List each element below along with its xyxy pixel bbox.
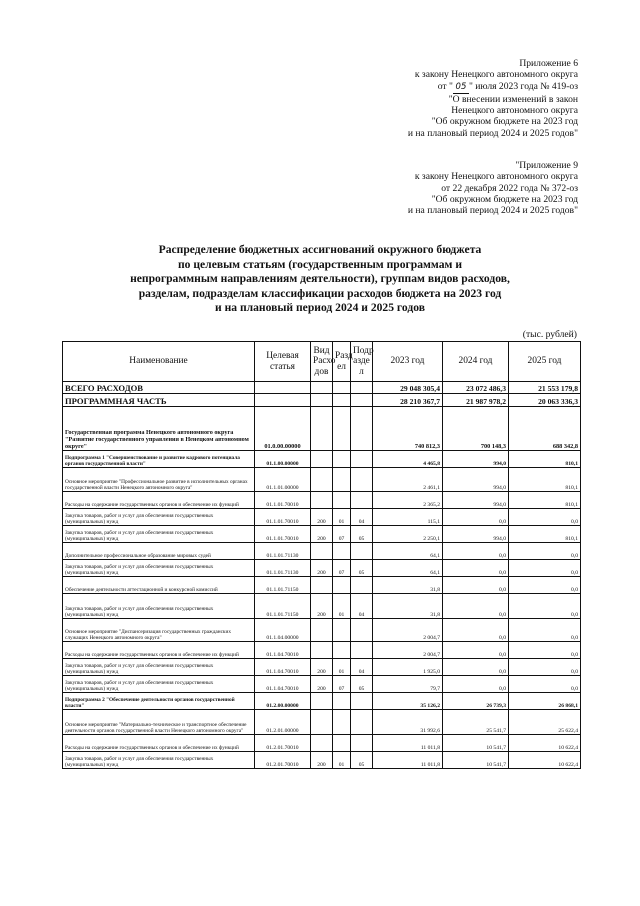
cell-target: 01.1.01.00000: [255, 468, 311, 492]
cell-podr: [351, 710, 373, 735]
cell-2025: 0,0: [509, 676, 581, 693]
cell-razd: [333, 451, 351, 468]
cell-2025: 10 622,4: [509, 735, 581, 752]
cell-razd: [333, 710, 351, 735]
cell-vid: [311, 619, 333, 642]
cell-podr: [351, 394, 373, 407]
cell-razd: [333, 735, 351, 752]
header-vid-line: Вид: [313, 345, 330, 356]
cell-2023: 2 004,7: [373, 642, 443, 659]
cell-2024: 0,0: [443, 560, 509, 577]
table-row: [63, 619, 581, 642]
header-razd-line: ел: [337, 361, 346, 372]
cell-target: 01.1.01.70010: [255, 509, 311, 526]
cell-2025: 0,0: [509, 509, 581, 526]
cell-vid: 200: [311, 752, 333, 769]
cell-name: Обеспечение деятельности аттестационной и конкурсной комиссий: [63, 577, 255, 594]
table-row: [63, 394, 581, 407]
cell-name: Подпрограмма 1 "Совершенствование и развитие кадрового потенциала органов государственной власти": [63, 451, 255, 468]
title-line: непрограммным направлениям деятельности), группам видов расходов,: [130, 272, 510, 285]
cell-2024: 26 739,3: [443, 693, 509, 710]
header-vid-line: дов: [314, 366, 329, 377]
cell-podr: 04: [351, 594, 373, 619]
cell-2024: 0,0: [443, 594, 509, 619]
cell-vid: [311, 577, 333, 594]
appendix-6-line: "О внесении изменений в закон: [448, 93, 578, 105]
table-row: [63, 642, 581, 659]
table-row: [63, 492, 581, 509]
cell-podr: [351, 407, 373, 451]
cell-2024: 994,0: [443, 492, 509, 509]
cell-name: ВСЕГО РАСХОДОВ: [63, 382, 255, 394]
cell-podr: [351, 642, 373, 659]
cell-name: Подпрограмма 2 "Обеспечение деятельности органов государственной власти": [63, 693, 255, 710]
appendix-9-line: "Об окружном бюджете на 2023 год: [431, 193, 578, 205]
table-row: [63, 676, 581, 693]
cell-2024: 25 541,7: [443, 710, 509, 735]
cell-razd: [333, 394, 351, 407]
cell-razd: [333, 492, 351, 509]
cell-2024: 700 148,3: [443, 407, 509, 451]
cell-2024: 0,0: [443, 642, 509, 659]
title-line: Распределение бюджетных ассигнований окружного бюджета: [158, 243, 482, 256]
cell-razd: [333, 543, 351, 560]
cell-2025: 810,1: [509, 468, 581, 492]
cell-2023: 64,1: [373, 560, 443, 577]
appendix-6-line: Ненецкого автономного округа: [451, 105, 578, 117]
table-row: [63, 659, 581, 676]
cell-target: 01.1.01.71130: [255, 560, 311, 577]
cell-2023: 79,7: [373, 676, 443, 693]
cell-vid: [311, 382, 333, 394]
header-2023: 2023 год: [373, 342, 443, 382]
cell-target: 01.2.01.70010: [255, 752, 311, 769]
header-2025: 2025 год: [509, 342, 581, 382]
header-podr-line: л: [359, 366, 364, 377]
cell-2024: 0,0: [443, 619, 509, 642]
cell-target: 01.2.01.00000: [255, 710, 311, 735]
table-row: [63, 451, 581, 468]
cell-vid: [311, 543, 333, 560]
cell-name: Расходы на содержание государственных органов и обеспечение их функций: [63, 492, 255, 509]
cell-vid: [311, 468, 333, 492]
cell-2025: 0,0: [509, 560, 581, 577]
cell-2023: 2 461,1: [373, 468, 443, 492]
units-label: (тыс. рублей): [522, 329, 577, 340]
appendix-9-line: от 22 декабря 2022 года № 372-оз: [441, 182, 578, 194]
cell-2025: 0,0: [509, 659, 581, 676]
cell-vid: [311, 642, 333, 659]
cell-razd: 01: [333, 509, 351, 526]
table-row: [63, 752, 581, 769]
cell-2025: 0,0: [509, 577, 581, 594]
header-razd-line: Разд: [335, 351, 353, 361]
cell-podr: [351, 468, 373, 492]
cell-name: Государственная программа Ненецкого автономного округа "Развитие государственного управления в Ненецком автономном округе": [63, 407, 255, 451]
cell-podr: [351, 543, 373, 560]
cell-razd: [333, 577, 351, 594]
cell-2024: 10 541,7: [443, 735, 509, 752]
cell-target: 01.2.00.00000: [255, 693, 311, 710]
table-row: [63, 509, 581, 526]
cell-vid: [311, 693, 333, 710]
budget-table: [62, 341, 581, 769]
cell-2023: 11 011,8: [373, 735, 443, 752]
title-line: и на плановый период 2024 и 2025 годов: [214, 301, 426, 314]
cell-2025: 0,0: [509, 619, 581, 642]
table-row: [63, 468, 581, 492]
cell-2024: 0,0: [443, 577, 509, 594]
cell-vid: 200: [311, 594, 333, 619]
cell-2025: 0,0: [509, 642, 581, 659]
cell-2024: 0,0: [443, 659, 509, 676]
cell-razd: [333, 693, 351, 710]
appendix-9-line: к закону Ненецкого автономного округа: [414, 171, 578, 183]
cell-podr: [351, 577, 373, 594]
cell-2023: 2 004,7: [373, 619, 443, 642]
appendix-6-header: [408, 58, 578, 139]
cell-razd: [333, 468, 351, 492]
cell-razd: [333, 407, 351, 451]
cell-2025: 810,1: [509, 451, 581, 468]
cell-podr: 05: [351, 560, 373, 577]
cell-2025: 10 622,4: [509, 752, 581, 769]
cell-name: Закупка товаров, работ и услуг для обеспечения государственных (муниципальных) нужд: [63, 560, 255, 577]
cell-razd: 01: [333, 594, 351, 619]
handwritten-day: 05: [453, 82, 469, 94]
table-row: [63, 594, 581, 619]
appendix-6-line: "Об окружном бюджете на 2023 год: [431, 116, 578, 128]
appendix-9-header: [408, 160, 578, 216]
table-header-row: [63, 342, 581, 382]
cell-target: 01.1.04.70010: [255, 676, 311, 693]
appendix-9-line: и на плановый период 2024 и 2025 годов": [407, 205, 578, 217]
header-target: Целевая статья: [255, 342, 311, 382]
cell-name: Основное мероприятие "Материально-техническое и транспортное обеспечение деятельности органов государственной власти Ненецкого автономного округа": [63, 710, 255, 735]
header-podr-line: Подр: [353, 345, 374, 356]
table-row: [63, 543, 581, 560]
cell-podr: 04: [351, 509, 373, 526]
cell-2024: 0,0: [443, 509, 509, 526]
cell-2024: 21 987 978,2: [443, 394, 509, 407]
cell-name: Закупка товаров, работ и услуг для обеспечения государственных (муниципальных) нужд: [63, 509, 255, 526]
title-line: по целевым статьям (государственным программам и: [177, 257, 462, 271]
cell-2024: 994,0: [443, 451, 509, 468]
cell-target: 01.1.00.00000: [255, 451, 311, 468]
date-suffix: " июля 2023 года № 419-оз: [468, 80, 578, 92]
cell-podr: [351, 735, 373, 752]
cell-2023: 740 812,3: [373, 407, 443, 451]
cell-target: [255, 394, 311, 407]
cell-2024: 0,0: [443, 543, 509, 560]
cell-2024: 994,0: [443, 526, 509, 543]
cell-razd: 07: [333, 560, 351, 577]
cell-target: 01.1.01.71130: [255, 543, 311, 560]
cell-target: 01.2.01.70010: [255, 735, 311, 752]
cell-target: 01.1.04.70010: [255, 659, 311, 676]
cell-name: Закупка товаров, работ и услуг для обеспечения государственных (муниципальных) нужд: [63, 676, 255, 693]
cell-2024: 994,0: [443, 468, 509, 492]
cell-2025: 20 063 336,3: [509, 394, 581, 407]
cell-name: Закупка товаров, работ и услуг для обеспечения государственных (муниципальных) нужд: [63, 659, 255, 676]
cell-2025: 25 622,4: [509, 710, 581, 735]
cell-2023: 28 210 367,7: [373, 394, 443, 407]
cell-2023: 31,8: [373, 594, 443, 619]
cell-name: Закупка товаров, работ и услуг для обеспечения государственных (муниципальных) нужд: [63, 526, 255, 543]
cell-razd: 07: [333, 526, 351, 543]
cell-podr: [351, 492, 373, 509]
cell-vid: 200: [311, 509, 333, 526]
cell-2023: 31 992,6: [373, 710, 443, 735]
cell-2025: 810,1: [509, 526, 581, 543]
cell-podr: 05: [351, 676, 373, 693]
cell-name: Основное мероприятие "Диспансеризация государственных гражданских служащих Ненецкого автономного округа": [63, 619, 255, 642]
cell-2023: 11 011,8: [373, 752, 443, 769]
cell-2025: 0,0: [509, 543, 581, 560]
cell-name: Расходы на содержание государственных органов и обеспечение их функций: [63, 735, 255, 752]
table-row: [63, 577, 581, 594]
cell-2023: 64,1: [373, 543, 443, 560]
cell-2024: 0,0: [443, 676, 509, 693]
cell-podr: 05: [351, 752, 373, 769]
date-prefix: от ": [437, 80, 453, 92]
cell-name: Дополнительное профессиональное образование мировых судей: [63, 543, 255, 560]
cell-2025: 21 553 179,8: [509, 382, 581, 394]
cell-2023: 4 465,8: [373, 451, 443, 468]
cell-razd: [333, 642, 351, 659]
cell-target: 01.1.01.70010: [255, 492, 311, 509]
cell-vid: [311, 735, 333, 752]
cell-name: Основное мероприятие "Профессиональное развитие в исполнительных органах государственной власти Ненецкого автономного округа": [63, 468, 255, 492]
cell-2023: 1 925,0: [373, 659, 443, 676]
table-row: [63, 382, 581, 394]
cell-2023: 115,1: [373, 509, 443, 526]
appendix-9-line: "Приложение 9: [515, 160, 578, 171]
appendix-6-line: Приложение 6: [519, 58, 578, 69]
title-line: разделам, подразделам классификации расходов бюджета на 2023 год: [138, 286, 502, 300]
appendix-6-date-line: [408, 81, 578, 94]
cell-target: 01.0.00.00000: [255, 407, 311, 451]
table-row: [63, 735, 581, 752]
cell-vid: [311, 451, 333, 468]
cell-vid: 200: [311, 659, 333, 676]
cell-2025: 26 868,1: [509, 693, 581, 710]
header-2024: 2024 год: [443, 342, 509, 382]
cell-razd: 01: [333, 659, 351, 676]
cell-target: 01.1.01.71150: [255, 594, 311, 619]
header-vid: [311, 342, 336, 382]
cell-podr: 05: [351, 526, 373, 543]
cell-vid: 200: [311, 526, 333, 543]
header-podr-line: азде: [353, 356, 370, 367]
cell-name: Расходы на содержание государственных органов и обеспечение их функций: [63, 642, 255, 659]
header-vid-line: Расхо: [313, 356, 336, 367]
cell-target: [255, 382, 311, 394]
appendix-6-line: к закону Ненецкого автономного округа: [414, 69, 578, 81]
header-podr: [351, 342, 373, 382]
table-body: [63, 382, 581, 769]
cell-2023: 2 250,1: [373, 526, 443, 543]
cell-podr: [351, 693, 373, 710]
cell-podr: [351, 382, 373, 394]
header-name: Наименование: [63, 342, 255, 382]
cell-2023: 31,8: [373, 577, 443, 594]
table-row: [63, 407, 581, 451]
cell-podr: [351, 619, 373, 642]
cell-2025: 810,1: [509, 492, 581, 509]
cell-podr: [351, 451, 373, 468]
table-row: [63, 526, 581, 543]
table-row: [63, 560, 581, 577]
cell-name: Закупка товаров, работ и услуг для обеспечения государственных (муниципальных) нужд: [63, 594, 255, 619]
cell-2025: 0,0: [509, 594, 581, 619]
cell-vid: [311, 710, 333, 735]
document-title: [80, 243, 560, 316]
cell-podr: 04: [351, 659, 373, 676]
cell-target: 01.1.01.70010: [255, 526, 311, 543]
cell-razd: 01: [333, 752, 351, 769]
cell-vid: 200: [311, 676, 333, 693]
cell-vid: 200: [311, 560, 333, 577]
cell-target: 01.1.04.70010: [255, 642, 311, 659]
cell-target: 01.1.01.71150: [255, 577, 311, 594]
cell-2023: 2 365,2: [373, 492, 443, 509]
cell-name: Закупка товаров, работ и услуг для обеспечения государственных (муниципальных) нужд: [63, 752, 255, 769]
cell-vid: [311, 492, 333, 509]
cell-name: ПРОГРАММНАЯ ЧАСТЬ: [63, 394, 255, 407]
table-row: [63, 710, 581, 735]
cell-2024: 10 541,7: [443, 752, 509, 769]
cell-2024: 23 072 486,3: [443, 382, 509, 394]
cell-vid: [311, 407, 333, 451]
cell-vid: [311, 394, 333, 407]
cell-target: 01.1.04.00000: [255, 619, 311, 642]
table-row: [63, 693, 581, 710]
cell-2023: 35 126,2: [373, 693, 443, 710]
cell-razd: [333, 619, 351, 642]
cell-razd: 07: [333, 676, 351, 693]
appendix-6-line: и на плановый период 2024 и 2025 годов": [407, 127, 578, 139]
cell-razd: [333, 382, 351, 394]
cell-2023: 29 048 305,4: [373, 382, 443, 394]
cell-2025: 688 342,8: [509, 407, 581, 451]
